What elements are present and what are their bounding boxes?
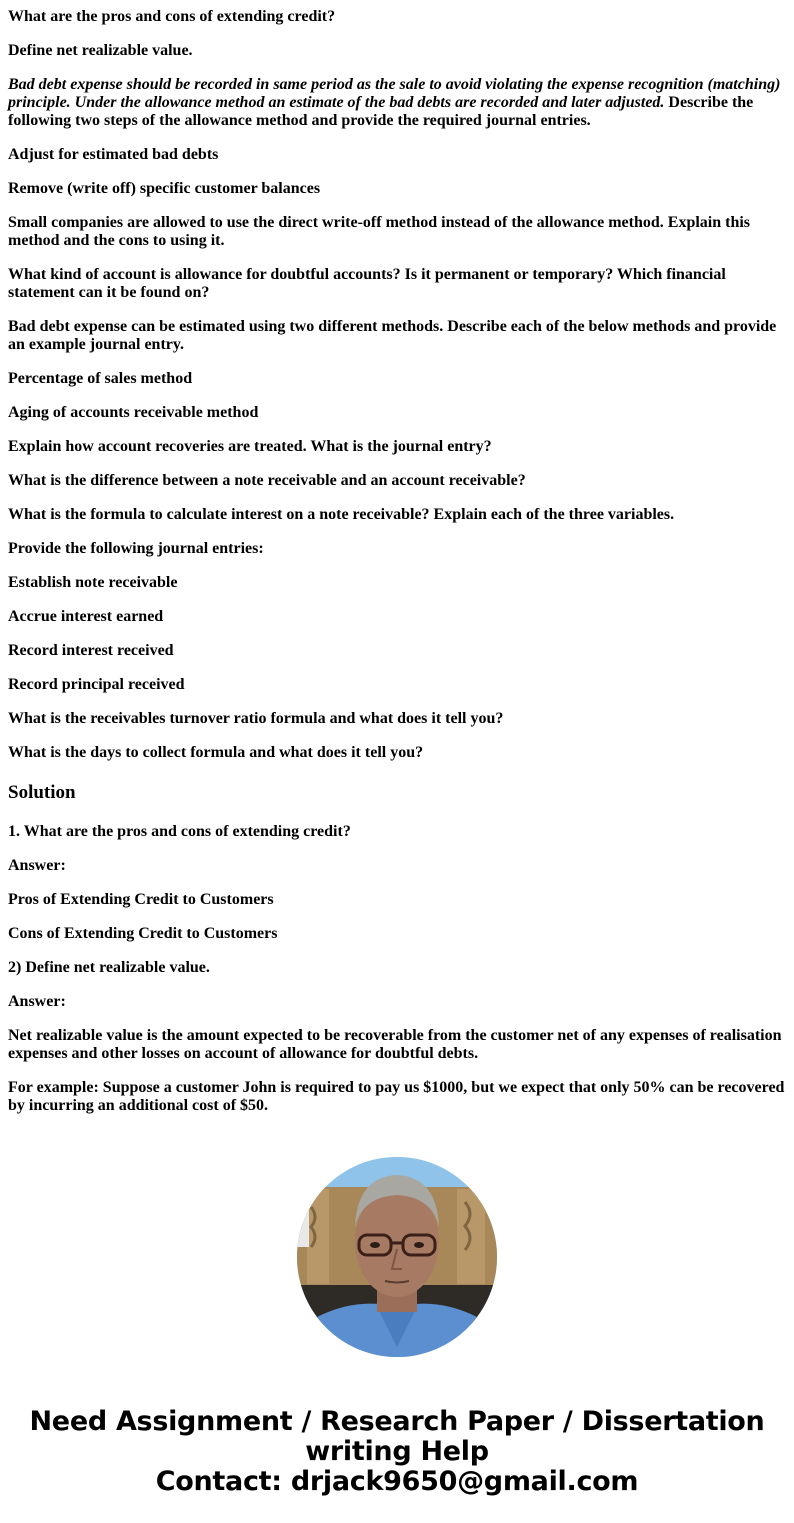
allowance-method-instructions: Describe the following two steps of the allowance method and provide the required journal entries. (8, 94, 754, 129)
question-note-vs-account-receivable: What is the difference between a note receivable and an account receivable? (8, 472, 526, 489)
author-avatar (297, 1157, 497, 1357)
method-aging-receivables: Aging of accounts receivable method (8, 404, 259, 421)
question-net-realizable-value: Define net realizable value. (8, 42, 193, 59)
question-bad-debt-methods: Bad debt expense can be estimated using two different methods. Describe each of the below methods and provide an example journal entry. (8, 318, 777, 353)
solution-1-cons: Cons of Extending Credit to Customers (8, 925, 278, 942)
solution-2-answer-label: Answer: (8, 993, 66, 1010)
method-percentage-of-sales: Percentage of sales method (8, 370, 193, 387)
solution-2-question: 2) Define net realizable value. (8, 959, 210, 976)
question-days-to-collect: What is the days to collect formula and what does it tell you? (8, 744, 424, 761)
solution-heading: Solution (8, 782, 76, 803)
author-photo-container (0, 1157, 794, 1357)
solution-1-pros: Pros of Extending Credit to Customers (8, 891, 274, 908)
solution-1-question: 1. What are the pros and cons of extending credit? (8, 823, 351, 840)
entry-interest-received: Record interest received (8, 642, 174, 659)
entry-accrue-interest: Accrue interest earned (8, 608, 164, 625)
question-account-recoveries: Explain how account recoveries are treated. What is the journal entry? (8, 438, 492, 455)
question-journal-entries: Provide the following journal entries: (8, 540, 264, 557)
question-direct-write-off: Small companies are allowed to use the direct write-off method instead of the allowance method. Explain this method and the cons to using it. (8, 214, 751, 249)
solution-2-answer: Net realizable value is the amount expected to be recoverable from the customer net of any expenses of realisation expenses and other losses on account of allowance for doubtful debts. (8, 1027, 782, 1062)
solution-2-example: For example: Suppose a customer John is required to pay us $1000, but we expect that only 50% can be recovered by incurring an additional cost of $50. (8, 1079, 785, 1114)
step-write-off-balances: Remove (write off) specific customer balances (8, 180, 321, 197)
allowance-method-intro: Bad debt expense should be recorded in same period as the sale to avoid violating the expense recognition (matching) principle. Under the allowance method an estimate of the bad debts are recorded and later adjusted. (8, 76, 781, 111)
promo-banner (0, 1407, 794, 1497)
solution-1-answer-label: Answer: (8, 857, 66, 874)
promo-contact-line: Contact: drjack9650@gmail.com (155, 1466, 639, 1497)
question-receivables-turnover: What is the receivables turnover ratio formula and what does it tell you? (8, 710, 504, 727)
step-adjust-estimated-bad-debts: Adjust for estimated bad debts (8, 146, 219, 163)
entry-establish-note: Establish note receivable (8, 574, 178, 591)
entry-principal-received: Record principal received (8, 676, 185, 693)
question-pros-cons-credit: What are the pros and cons of extending credit? (8, 8, 336, 25)
question-allowance-method (8, 76, 786, 130)
question-allowance-account-type: What kind of account is allowance for doubtful accounts? Is it permanent or temporary? Which financial statement can it be found on? (8, 266, 726, 301)
question-interest-formula: What is the formula to calculate interest on a note receivable? Explain each of the three variables. (8, 506, 675, 523)
promo-line-1: Need Assignment / Research Paper / Dissertation (29, 1406, 765, 1437)
author-portrait-image (297, 1157, 497, 1357)
promo-line-2: writing Help (305, 1436, 489, 1467)
